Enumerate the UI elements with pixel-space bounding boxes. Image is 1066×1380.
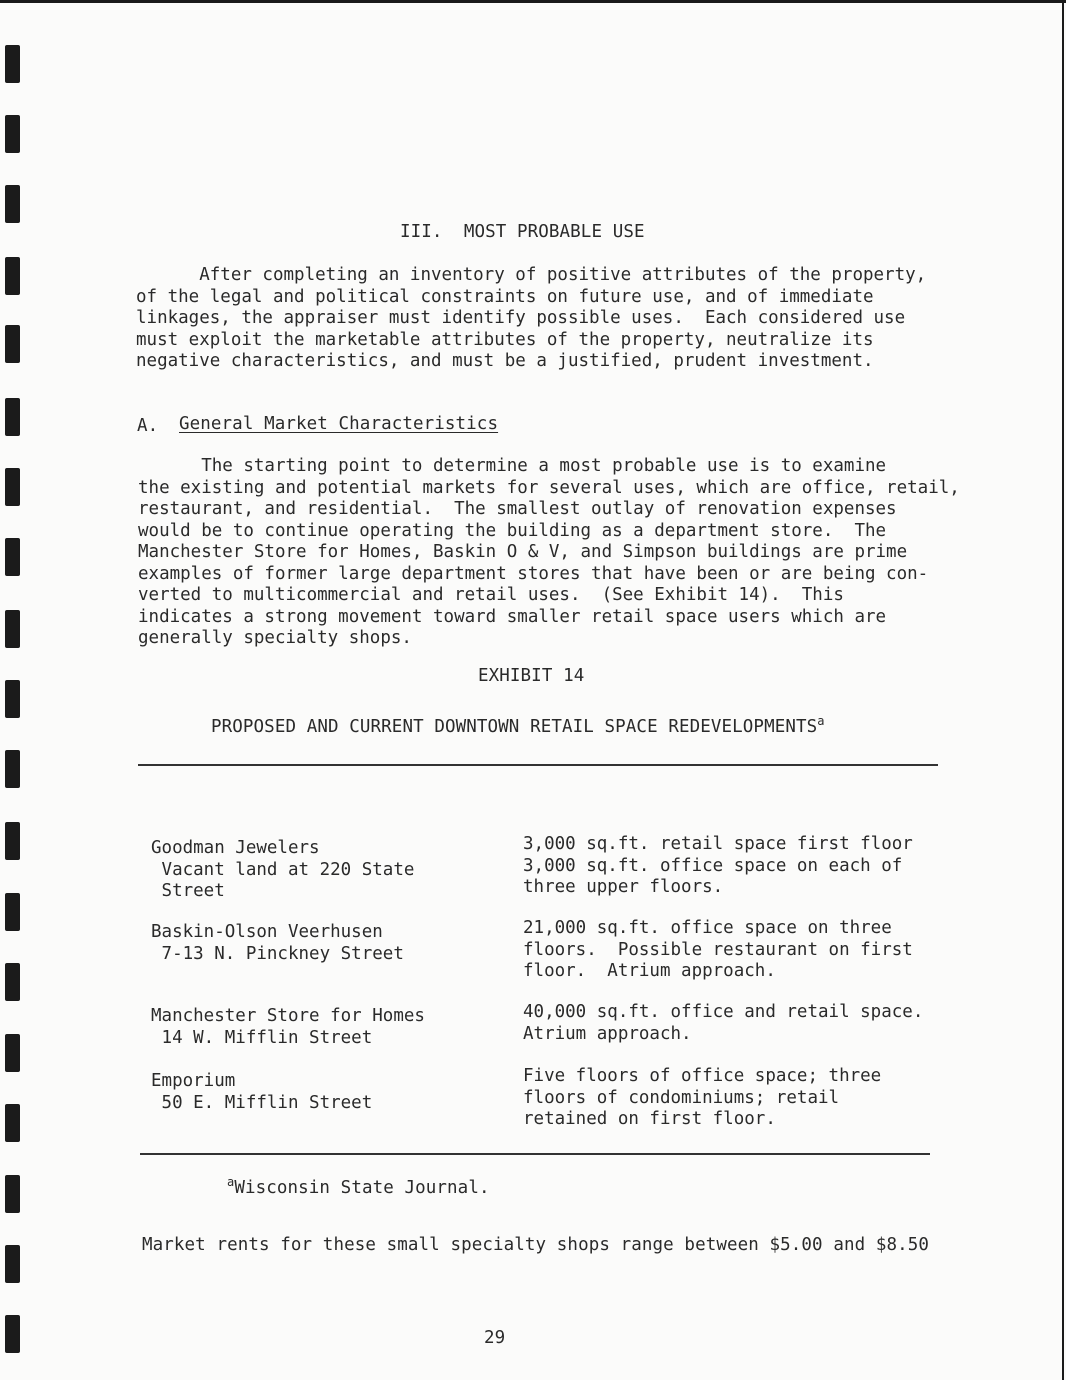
continuation-line: Market rents for these small specialty shops range between $5.00 and $8.50 [142, 1235, 930, 1255]
binding-hole [5, 325, 20, 363]
table-bottom-rule [140, 1153, 930, 1155]
footnote-marker: a [817, 714, 825, 728]
exhibit-label: EXHIBIT 14 [478, 666, 585, 686]
paragraph-line: must exploit the marketable attributes of the property, neutralize its [136, 329, 874, 350]
binding-hole [5, 680, 20, 718]
exhibit-name-cell [151, 1071, 372, 1114]
exhibit-desc-cell [523, 1002, 923, 1045]
name-line: 7-13 N. Pinckney Street [151, 943, 404, 964]
desc-line: floors of condominiums; retail [523, 1087, 840, 1108]
exhibit-name-cell [151, 1006, 425, 1049]
binding-hole [5, 1315, 20, 1353]
binding-hole [5, 538, 20, 576]
binding-hole [5, 610, 20, 648]
desc-line: floors. Possible restaurant on first [523, 939, 913, 960]
page-number: 29 [484, 1328, 506, 1348]
desc-line: floor. Atrium approach. [523, 961, 776, 981]
exhibit-title-text: PROPOSED AND CURRENT DOWNTOWN RETAIL SPACE REDEVELOPMENTS [211, 717, 818, 737]
binding-hole [5, 893, 20, 931]
paragraph-line: would be to continue operating the building as a department store. The [138, 520, 887, 541]
binding-hole [5, 468, 20, 506]
binding-hole [5, 750, 20, 788]
paragraph-line: verted to multicommercial and retail uses. (See Exhibit 14). This [138, 585, 844, 605]
table-top-rule [138, 764, 938, 766]
exhibit-title [211, 711, 825, 739]
name-line: Baskin-Olson Veerhusen [151, 922, 383, 942]
desc-line: 3,000 sq.ft. retail space first floor [523, 834, 913, 854]
binding-hole [5, 398, 20, 436]
name-line: Goodman Jewelers [151, 838, 320, 858]
paragraph-line: examples of former large department stores that have been or are being con- [138, 563, 929, 584]
binding-hole [5, 257, 20, 295]
paragraph-line: negative characteristics, and must be a justified, prudent investment. [136, 351, 874, 371]
exhibit-desc-cell [523, 918, 913, 983]
paragraph-line: of the legal and political constraints on future use, and of immediate [136, 286, 874, 307]
footnote-text: Wisconsin State Journal. [234, 1178, 490, 1198]
desc-line: 3,000 sq.ft. office space on each of [523, 855, 903, 876]
name-line: Street [151, 881, 225, 901]
body-paragraph [138, 456, 960, 650]
binding-hole [5, 1245, 20, 1283]
desc-line: three upper floors. [523, 877, 724, 897]
binding-hole [5, 45, 20, 83]
subsection-label: A. [137, 416, 159, 436]
exhibit-name-cell [151, 922, 404, 965]
exhibit-name-cell [151, 838, 414, 903]
binding-hole [5, 115, 20, 153]
binding-hole [5, 185, 20, 223]
exhibit-desc-cell [523, 834, 913, 899]
exhibit-desc-cell [523, 1066, 881, 1131]
scan-top-edge [0, 0, 1066, 3]
name-line: 50 E. Mifflin Street [151, 1092, 373, 1113]
paragraph-line: Manchester Store for Homes, Baskin O & V, and Simpson buildings are prime [138, 542, 908, 562]
binding-hole [5, 1104, 20, 1142]
intro-paragraph [136, 265, 926, 373]
paragraph-line: After completing an inventory of positive attributes of the property, [136, 265, 927, 285]
binding-hole [5, 1175, 20, 1213]
paragraph-line: linkages, the appraiser must identify possible uses. Each considered use [136, 308, 906, 328]
desc-line: Atrium approach. [523, 1023, 692, 1044]
binding-hole [5, 1034, 20, 1072]
binding-hole [5, 822, 20, 860]
name-line: Emporium [151, 1071, 236, 1091]
name-line: Vacant land at 220 State [151, 859, 415, 880]
scan-right-edge [1062, 0, 1064, 1380]
binding-hole [5, 963, 20, 1001]
subsection-title: General Market Characteristics [179, 414, 499, 434]
desc-line: 21,000 sq.ft. office space on three [523, 918, 892, 938]
paragraph-line: generally specialty shops. [138, 628, 412, 648]
paragraph-line: the existing and potential markets for several uses, which are office, retail, [138, 477, 960, 498]
footnote-marker: a [227, 1175, 235, 1189]
desc-line: retained on first floor. [523, 1109, 776, 1129]
desc-line: 40,000 sq.ft. office and retail space. [523, 1002, 924, 1022]
paragraph-line: The starting point to determine a most probable use is to examine [138, 456, 887, 476]
section-heading: III. MOST PROBABLE USE [400, 222, 645, 242]
footnote [227, 1172, 490, 1200]
paragraph-line: restaurant, and residential. The smallest outlay of renovation expenses [138, 499, 897, 519]
name-line: Manchester Store for Homes [151, 1006, 425, 1026]
desc-line: Five floors of office space; three [523, 1066, 882, 1086]
name-line: 14 W. Mifflin Street [151, 1027, 373, 1048]
paragraph-line: indicates a strong movement toward smaller retail space users which are [138, 606, 887, 627]
